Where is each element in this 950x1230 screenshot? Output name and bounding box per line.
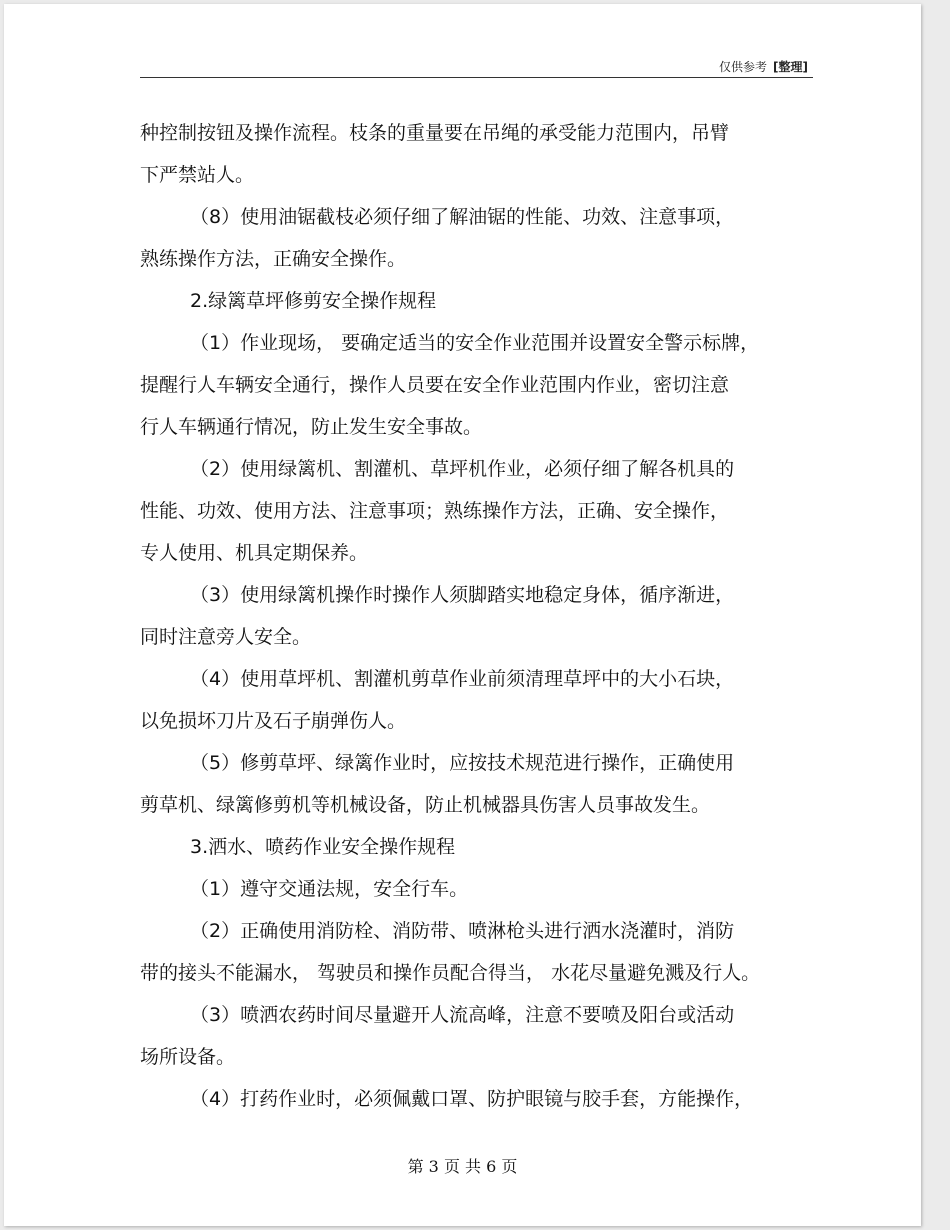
body-line: 性能、功效、使用方法、注意事项；熟练操作方法，正确、安全操作， xyxy=(140,500,730,522)
body-line: （5）修剪草坪、绿篱作业时，应按技术规范进行操作，正确使用 xyxy=(190,752,735,774)
body-line: 行人车辆通行情况，防止发生安全事故。 xyxy=(140,416,483,438)
body-line: 剪草机、绿篱修剪机等机械设备，防止机械器具伤害人员事故发生。 xyxy=(140,794,711,816)
section-heading: 2.绿篱草坪修剪安全操作规程 xyxy=(190,290,437,312)
document-page xyxy=(4,4,921,1226)
header-rule xyxy=(140,77,813,78)
body-line: 以免损坏刀片及石子崩弹伤人。 xyxy=(140,710,407,732)
body-line: （1）作业现场， 要确定适当的安全作业范围并设置安全警示标牌， xyxy=(190,332,760,354)
body-line: （2）使用绿篱机、割灌机、草坪机作业，必须仔细了解各机具的 xyxy=(190,458,735,480)
section-heading: 3.洒水、喷药作业安全操作规程 xyxy=(190,836,456,858)
body-line: 同时注意旁人安全。 xyxy=(140,626,312,648)
body-line: 场所设备。 xyxy=(140,1046,236,1068)
body-line: 种控制按钮及操作流程。枝条的重量要在吊绳的承受能力范围内，吊臂 xyxy=(140,122,730,144)
body-line: （4）打药作业时，必须佩戴口罩、防护眼镜与胶手套，方能操作， xyxy=(190,1088,754,1110)
body-line: 熟练操作方法，正确安全操作。 xyxy=(140,248,407,270)
body-line: （2）正确使用消防栓、消防带、喷淋枪头进行洒水浇灌时，消防 xyxy=(190,920,735,942)
body-line: （3）使用绿篱机操作时操作人须脚踏实地稳定身体，循序渐进， xyxy=(190,584,735,606)
body-line: 专人使用、机具定期保养。 xyxy=(140,542,369,564)
body-line: （4）使用草坪机、割灌机剪草作业前须清理草坪中的大小石块， xyxy=(190,668,735,690)
header-note-text: 仅供参考 xyxy=(719,60,768,74)
header-tag: [整理] xyxy=(773,60,808,74)
header-note xyxy=(719,58,808,75)
body-line: 提醒行人车辆安全通行，操作人员要在安全作业范围内作业，密切注意 xyxy=(140,374,730,396)
body-line: （8）使用油锯截枝必须仔细了解油锯的性能、功效、注意事项， xyxy=(190,206,735,228)
body-line: 下严禁站人。 xyxy=(140,164,255,186)
body-line: 带的接头不能漏水， 驾驶员和操作员配合得当， 水花尽量避免溅及行人。 xyxy=(140,962,761,984)
page-number-footer: 第 3 页 共 6 页 xyxy=(407,1157,518,1176)
body-line: （3）喷洒农药时间尽量避开人流高峰，注意不要喷及阳台或活动 xyxy=(190,1004,735,1026)
body-line: （1）遵守交通法规，安全行车。 xyxy=(190,878,469,900)
